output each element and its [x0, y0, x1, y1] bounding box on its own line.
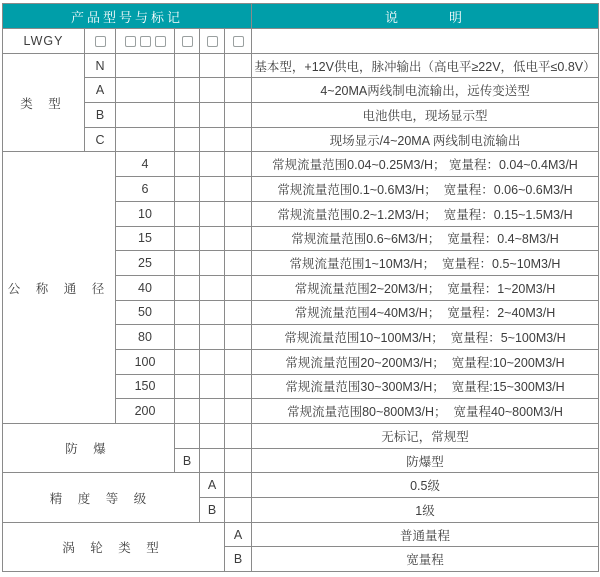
- description-cell: 常规流量范围0.1~0.6M3/H； 宽量程：0.06~0.6M3/H: [252, 177, 599, 202]
- section-label-accuracy: 精 度 等 级: [3, 473, 200, 522]
- code-cell: 4: [116, 152, 175, 177]
- empty-cell: [225, 201, 252, 226]
- table-row: [3, 127, 599, 152]
- code-cell: 150: [116, 374, 175, 399]
- checkbox-placeholder-icon: [233, 36, 244, 47]
- code-cell: A: [225, 522, 252, 547]
- empty-cell: [200, 201, 225, 226]
- empty-cell: [200, 78, 225, 103]
- code-cell: 200: [116, 399, 175, 424]
- code-cell: A: [85, 78, 116, 103]
- empty-cell: [200, 424, 225, 449]
- checkbox-placeholder-icon: [207, 36, 218, 47]
- code-cell: 40: [116, 275, 175, 300]
- description-cell: 1级: [252, 498, 599, 523]
- description-cell: 0.5级: [252, 473, 599, 498]
- description-cell: 普通量程: [252, 522, 599, 547]
- empty-cell: [175, 53, 200, 78]
- empty-cell: [175, 201, 200, 226]
- description-cell: 常规流量范围1~10M3/H； 宽量程：0.5~10M3/H: [252, 251, 599, 276]
- empty-cell: [175, 374, 200, 399]
- code-slot-type: [85, 29, 116, 54]
- empty-description-cell: [252, 29, 599, 54]
- empty-cell: [200, 53, 225, 78]
- table-row: [3, 424, 599, 449]
- description-cell: 常规流量范围0.6~6M3/H； 宽量程：0.4~8M3/H: [252, 226, 599, 251]
- empty-cell: [175, 399, 200, 424]
- empty-cell: [225, 251, 252, 276]
- table-row: [3, 53, 599, 78]
- description-cell: 常规流量范围80~800M3/H； 宽量程40~800M3/H: [252, 399, 599, 424]
- code-cell: B: [200, 498, 225, 523]
- empty-cell: [200, 399, 225, 424]
- description-cell: 防爆型: [252, 448, 599, 473]
- model-row: [3, 29, 599, 54]
- table-row: [3, 473, 599, 498]
- checkbox-placeholder-icon: [95, 36, 106, 47]
- code-cell: 100: [116, 349, 175, 374]
- empty-cell: [200, 374, 225, 399]
- description-cell: 常规流量范围0.04~0.25M3/H； 宽量程：0.04~0.4M3/H: [252, 152, 599, 177]
- code-slot-diameter: [116, 29, 175, 54]
- empty-cell: [175, 78, 200, 103]
- checkbox-placeholder-icon: [155, 36, 166, 47]
- code-cell: B: [225, 547, 252, 572]
- description-cell: 宽量程: [252, 547, 599, 572]
- description-cell: 常规流量范围2~20M3/H； 宽量程：1~20M3/H: [252, 275, 599, 300]
- table-row: [3, 152, 599, 177]
- empty-cell: [200, 177, 225, 202]
- checkbox-placeholder-icon: [182, 36, 193, 47]
- description-cell: 常规流量范围20~200M3/H； 宽量程:10~200M3/H: [252, 349, 599, 374]
- empty-cell: [175, 177, 200, 202]
- description-cell: 常规流量范围30~300M3/H； 宽量程:15~300M3/H: [252, 374, 599, 399]
- model-selection-table: [2, 3, 599, 572]
- empty-cell: [225, 78, 252, 103]
- empty-cell: [175, 300, 200, 325]
- header-description: 说 明: [252, 4, 599, 29]
- empty-cell: [225, 103, 252, 128]
- empty-cell: [200, 300, 225, 325]
- empty-cell: [200, 275, 225, 300]
- code-cell: 25: [116, 251, 175, 276]
- checkbox-placeholder-icon: [140, 36, 151, 47]
- empty-cell: [225, 399, 252, 424]
- code-slot-turbine: [225, 29, 252, 54]
- empty-cell: [175, 349, 200, 374]
- header-product-model: 产品型号与标记: [3, 4, 252, 29]
- empty-cell: [225, 152, 252, 177]
- description-cell: 常规流量范围4~40M3/H； 宽量程：2~40M3/H: [252, 300, 599, 325]
- empty-cell: [200, 127, 225, 152]
- empty-cell: [225, 325, 252, 350]
- description-cell: 无标记，常规型: [252, 424, 599, 449]
- empty-cell: [225, 498, 252, 523]
- description-cell: 常规流量范围0.2~1.2M3/H； 宽量程：0.15~1.5M3/H: [252, 201, 599, 226]
- code-cell: A: [200, 473, 225, 498]
- empty-cell: [225, 275, 252, 300]
- code-cell: 15: [116, 226, 175, 251]
- section-label-turbine-type: 涡 轮 类 型: [3, 522, 225, 571]
- empty-cell: [225, 473, 252, 498]
- code-cell: 10: [116, 201, 175, 226]
- code-cell: C: [85, 127, 116, 152]
- empty-cell: [225, 349, 252, 374]
- model-code: LWGY: [3, 29, 85, 54]
- empty-cell: [225, 177, 252, 202]
- table-row: [3, 103, 599, 128]
- empty-cell: [225, 127, 252, 152]
- empty-cell: [175, 325, 200, 350]
- empty-cell: [200, 103, 225, 128]
- description-cell: 基本型，+12V供电，脉冲输出（高电平≥22V，低电平≤0.8V）: [252, 53, 599, 78]
- table-header-row: [3, 4, 599, 29]
- table-row: [3, 78, 599, 103]
- empty-cell: [200, 226, 225, 251]
- description-cell: 电池供电，现场显示型: [252, 103, 599, 128]
- empty-cell: [175, 275, 200, 300]
- empty-cell: [116, 53, 175, 78]
- empty-cell: [175, 103, 200, 128]
- section-label-diameter: 公 称 通 径: [3, 152, 116, 424]
- empty-cell: [200, 325, 225, 350]
- empty-cell: [225, 300, 252, 325]
- section-label-type: 类 型: [3, 53, 85, 152]
- empty-cell: [225, 53, 252, 78]
- empty-cell: [116, 78, 175, 103]
- empty-cell: [175, 251, 200, 276]
- checkbox-placeholder-icon: [125, 36, 136, 47]
- empty-cell: [200, 251, 225, 276]
- code-cell: B: [85, 103, 116, 128]
- code-slot-explosion: [175, 29, 200, 54]
- empty-cell: [175, 152, 200, 177]
- description-cell: 4~20MA两线制电流输出，远传变送型: [252, 78, 599, 103]
- description-cell: 常规流量范围10~100M3/H； 宽量程：5~100M3/H: [252, 325, 599, 350]
- table-row: [3, 522, 599, 547]
- code-cell: 6: [116, 177, 175, 202]
- code-cell: 80: [116, 325, 175, 350]
- code-slot-accuracy: [200, 29, 225, 54]
- empty-cell: [200, 152, 225, 177]
- empty-cell: [225, 374, 252, 399]
- code-cell: N: [85, 53, 116, 78]
- empty-cell: [200, 448, 225, 473]
- code-cell: 50: [116, 300, 175, 325]
- section-label-explosion-proof: 防 爆: [3, 424, 175, 473]
- empty-cell: [225, 448, 252, 473]
- empty-cell: [225, 424, 252, 449]
- empty-cell: [116, 127, 175, 152]
- code-cell: [175, 424, 200, 449]
- empty-cell: [225, 226, 252, 251]
- empty-cell: [116, 103, 175, 128]
- empty-cell: [175, 127, 200, 152]
- empty-cell: [175, 226, 200, 251]
- empty-cell: [200, 349, 225, 374]
- code-cell: B: [175, 448, 200, 473]
- description-cell: 现场显示/4~20MA 两线制电流输出: [252, 127, 599, 152]
